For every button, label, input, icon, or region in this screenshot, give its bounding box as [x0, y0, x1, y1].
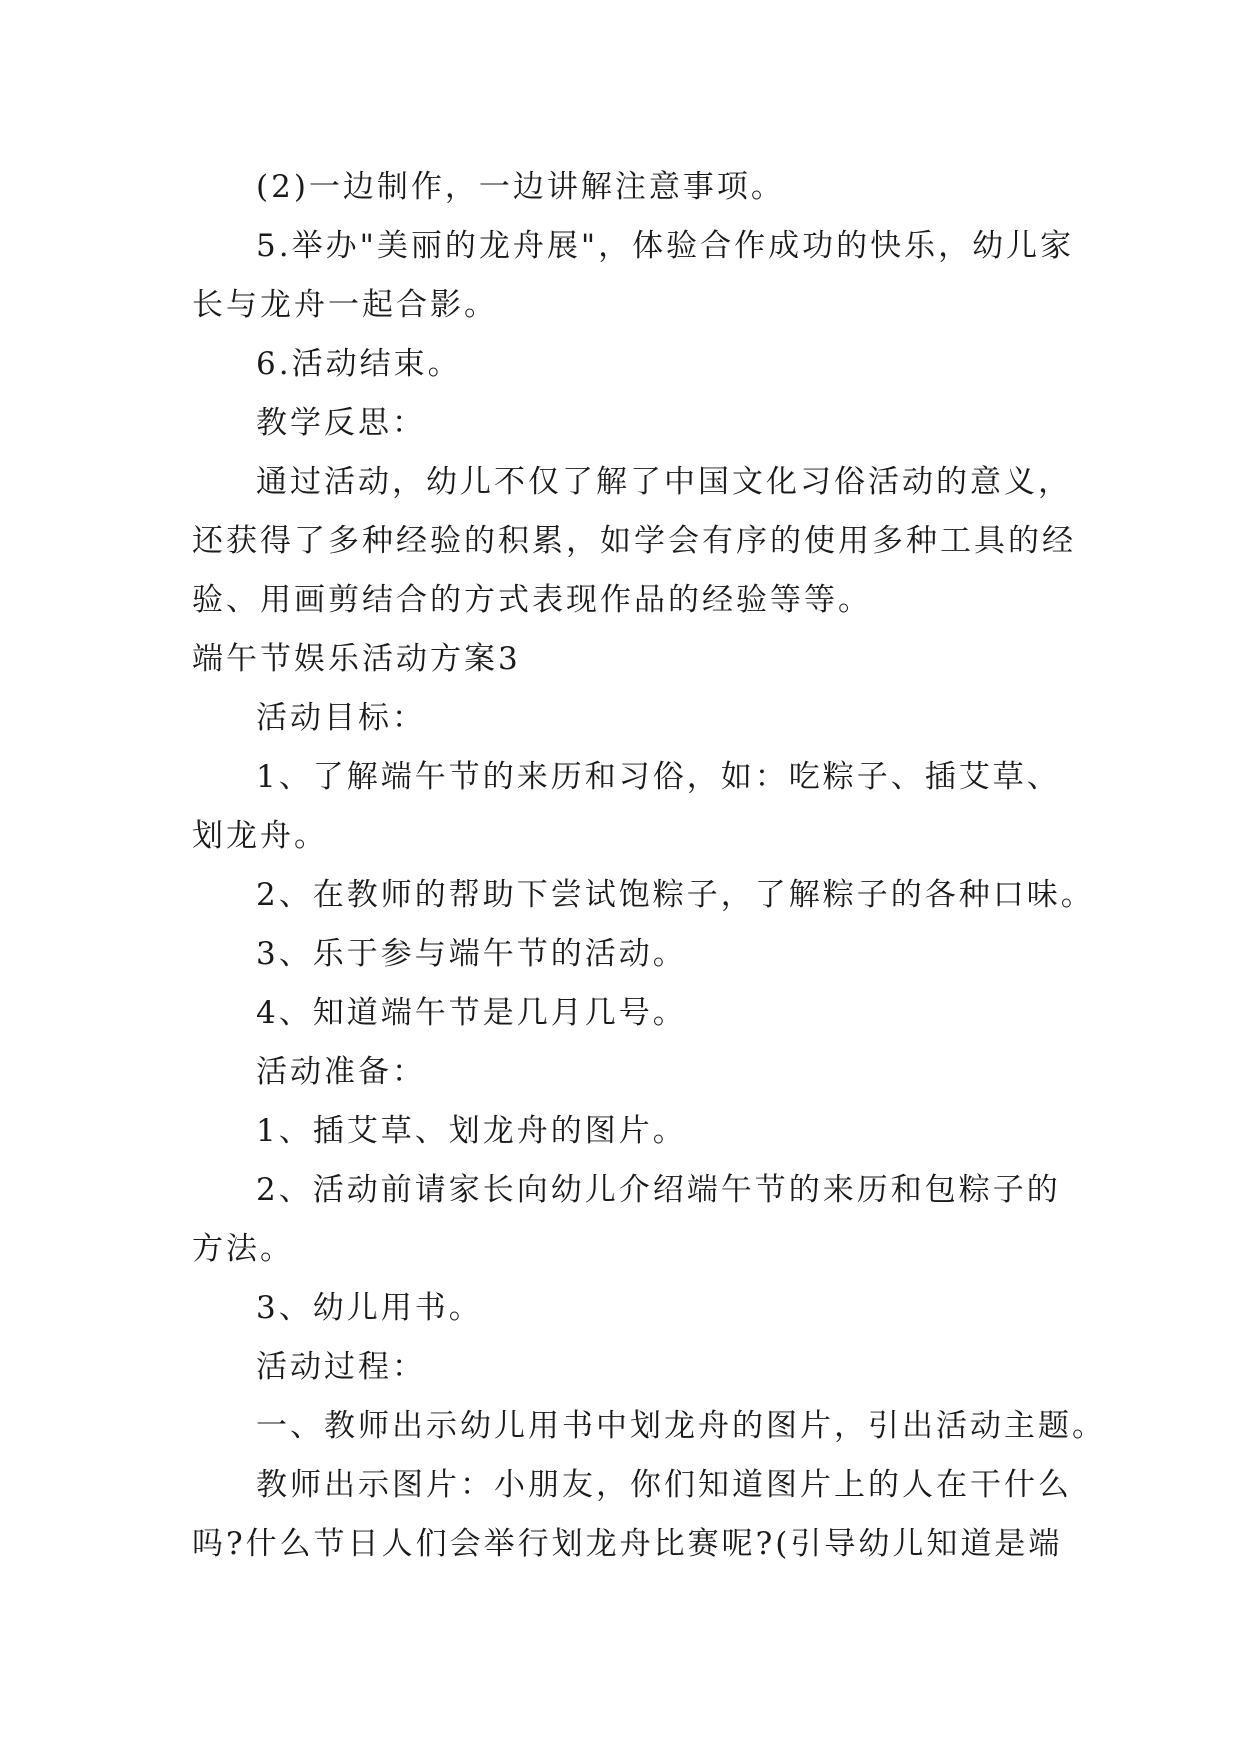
- document-title: 端午节娱乐活动方案3: [192, 641, 521, 677]
- text-line: 1、了解端午节的来历和习俗，如：吃粽子、插艾草、: [256, 759, 1061, 795]
- text-line: 一、教师出示幼儿用书中划龙舟的图片，引出活动主题。: [256, 1408, 1106, 1444]
- text-line: 4、知道端午节是几月几号。: [256, 995, 687, 1031]
- section-heading: 活动过程：: [256, 1349, 426, 1385]
- text-line: 2、活动前请家长向幼儿介绍端午节的来历和包粽子的: [256, 1172, 1061, 1208]
- text-line: 5.举办"美丽的龙舟展"，体验合作成功的快乐，幼儿家: [256, 228, 1075, 264]
- text-line: 吗?什么节日人们会举行划龙舟比赛呢?(引导幼儿知道是端: [192, 1526, 1063, 1562]
- text-line: 划龙舟。: [192, 818, 328, 854]
- text-line: 长与龙舟一起合影。: [192, 287, 498, 323]
- text-line: 验、用画剪结合的方式表现作品的经验等等。: [192, 582, 872, 618]
- text-line: 方法。: [192, 1231, 294, 1267]
- section-heading: 教学反思：: [256, 405, 426, 441]
- text-line: 6.活动结束。: [256, 346, 462, 382]
- text-line: 3、乐于参与端午节的活动。: [256, 936, 687, 972]
- section-heading: 活动目标：: [256, 700, 426, 736]
- text-line: 通过活动，幼儿不仅了解了中国文化习俗活动的意义，: [256, 464, 1072, 500]
- text-line: 1、插艾草、划龙舟的图片。: [256, 1113, 687, 1149]
- document-body: [192, 158, 1106, 1574]
- text-line: 还获得了多种经验的积累，如学会有序的使用多种工具的经: [192, 523, 1076, 559]
- text-line: 3、幼儿用书。: [256, 1290, 483, 1326]
- text-line: 2、在教师的帮助下尝试饱粽子，了解粽子的各种口味。: [256, 877, 1095, 913]
- section-heading: 活动准备：: [256, 1054, 426, 1090]
- text-line: (2)一边制作，一边讲解注意事项。: [256, 169, 785, 205]
- text-line: 教师出示图片：小朋友，你们知道图片上的人在干什么: [256, 1467, 1072, 1503]
